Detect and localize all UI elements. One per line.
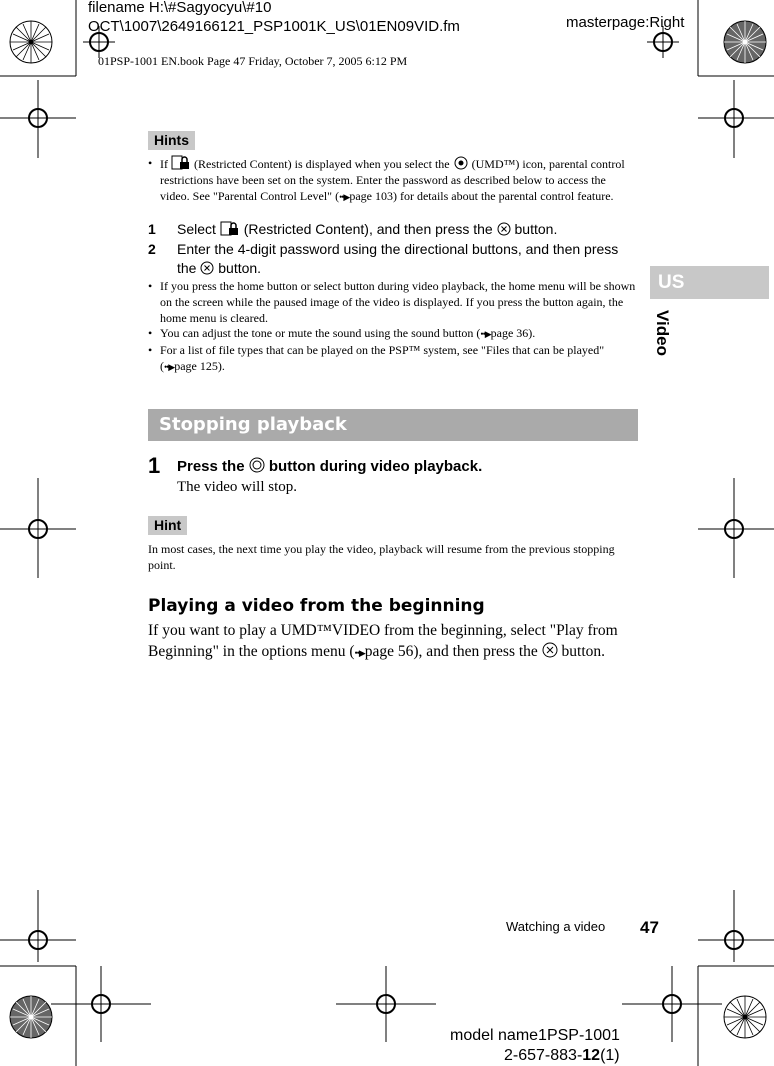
circle-button-icon <box>249 457 265 473</box>
hint-step-1 <box>148 220 638 239</box>
model-line-2 <box>450 1046 620 1066</box>
text-run: page 103) for details about the parental control feature. <box>349 189 614 203</box>
text-run: Press the <box>177 458 245 475</box>
step-result: The video will stop. <box>177 479 297 495</box>
umd-disc-icon <box>453 156 469 170</box>
text-run: If you want to play a UMD™VIDEO from the beginning, select "Play from Beginning" in the options menu ( <box>148 622 618 660</box>
text-run: Select <box>177 221 216 237</box>
text-run: (UMD™) icon, parental control restrictions have been set on the system. Enter the password as described below to access the video. See "Parental Control Level" ( <box>160 157 625 203</box>
page-ref-arrow-icon: ••▶ <box>480 329 491 339</box>
step-number: 1 <box>148 221 156 237</box>
section-heading-stopping: Stopping playback <box>148 409 638 441</box>
text-run: Enter the 4-digit password using the directional buttons, and then press the <box>177 241 619 276</box>
hint-bullet-2: • If you press the home button or select button during video playback, the home menu will be shown on the screen while the paused image of the video is displayed. If you press the button again, the home menu is cleared. <box>148 278 638 326</box>
hint-label-wrap <box>148 516 187 535</box>
text-run: (Restricted Content) is displayed when you select the <box>194 157 450 171</box>
footer-section: Watching a video <box>506 919 606 934</box>
beginning-paragraph <box>148 620 638 664</box>
text-run: page 56), and then press the <box>364 643 538 660</box>
page-number: 47 <box>640 918 659 937</box>
text-run: button. <box>514 221 558 237</box>
cross-button-icon <box>497 222 511 236</box>
text-run: button. <box>218 260 262 276</box>
hint-text: In most cases, the next time you play the video, playback will resume from the previous stopping point. <box>148 542 615 572</box>
text-run: 2-657-883- <box>504 1047 583 1064</box>
section-side-text: Video <box>653 310 672 356</box>
text-run: For a list of file types that can be played on the PSP™ system, see "Files that can be played" ( <box>160 343 605 373</box>
text-run: You can adjust the tone or mute the sound using the sound button ( <box>160 326 481 340</box>
hints-label-wrap <box>148 131 195 150</box>
hint-bullet-1: • If (Restricted Content) is displayed when you select the (UMD™) icon, parental control restrictions have been set on the system. Enter the password as described below to access the video. See "Parental Control Level" (••▶page 103) for details about the parental control feature. <box>148 156 625 203</box>
filename-header <box>88 0 460 36</box>
text-run: If you press the home button or select button during video playback, the home menu will be shown on the screen while the paused image of the video is displayed. If you press the button again, the home menu is cleared. <box>160 279 636 325</box>
filename-line-1: filename H:\#Sagyocyu\#10 <box>88 0 272 16</box>
book-info: 01PSP-1001 EN.book Page 47 Friday, October 7, 2005 6:12 PM <box>98 54 408 68</box>
section-heading-beginning: Playing a video from the beginning <box>148 596 485 616</box>
masterpage-label: masterpage:Right <box>566 14 685 31</box>
hint-bullet-4: • For a list of file types that can be played on the PSP™ system, see "Files that can be played" (••▶page 125). <box>148 343 605 373</box>
cross-button-icon <box>542 642 558 658</box>
filename-line-2: OCT\1007\2649166121_PSP1001K_US\01EN09VID.fm <box>88 18 460 35</box>
text-run: page 36). <box>490 326 536 340</box>
page-ref-arrow-icon: ••▶ <box>339 192 350 202</box>
text-run: If <box>160 157 168 171</box>
restricted-content-icon <box>220 221 240 236</box>
step-number: 1 <box>148 453 161 478</box>
hint-label: Hint <box>148 516 187 535</box>
model-line-1: model name1PSP-1001 <box>450 1027 620 1044</box>
region-tab: US <box>650 266 769 299</box>
restricted-content-icon <box>171 155 191 170</box>
text-run: page 125). <box>174 359 225 373</box>
section-side-label <box>648 310 678 370</box>
hints-label: Hints <box>148 131 195 150</box>
hint-step-2 <box>148 240 638 278</box>
text-run: button during video playback. <box>268 458 483 475</box>
model-info <box>450 1026 620 1066</box>
hint-bullet-3: • You can adjust the tone or mute the sound using the sound button (••▶page 36). <box>148 326 536 340</box>
text-run: button. <box>561 643 606 660</box>
cross-button-icon <box>200 261 214 275</box>
stopping-step-1 <box>148 453 483 496</box>
text-run: (Restricted Content), and then press the <box>243 221 493 237</box>
text-run: 12 <box>582 1047 601 1064</box>
step-number: 2 <box>148 241 156 257</box>
page-ref-arrow-icon: ••▶ <box>164 362 175 372</box>
page-ref-arrow-icon: ••▶ <box>354 648 365 658</box>
text-run: (1) <box>600 1047 620 1064</box>
